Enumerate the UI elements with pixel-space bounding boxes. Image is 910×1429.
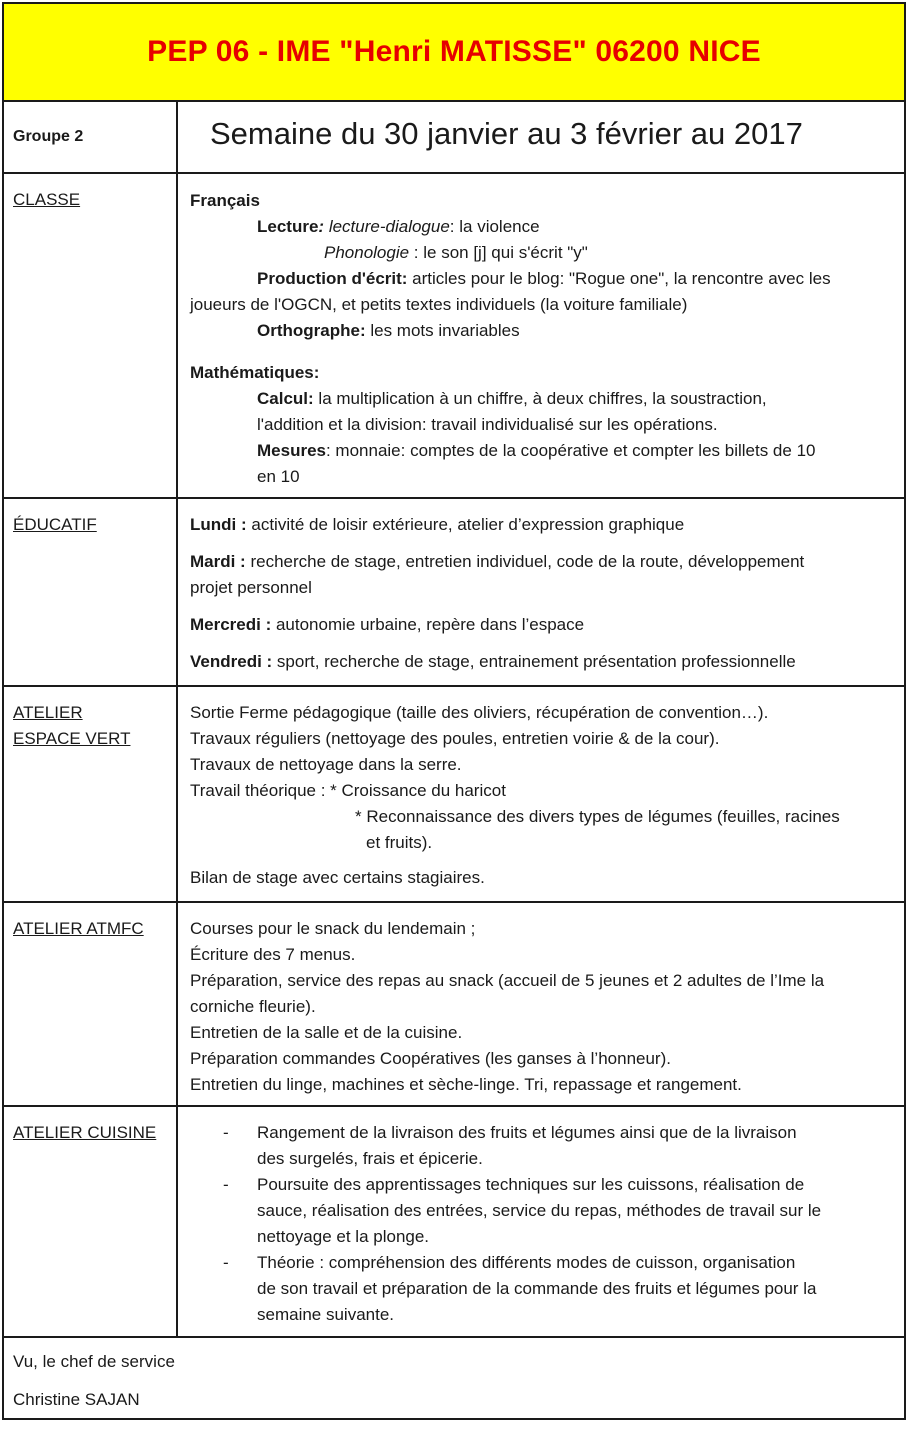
orthographe-line: Orthographe: les mots invariables	[257, 321, 520, 340]
mesures-line-2: en 10	[257, 467, 300, 486]
cuisine-line: des surgelés, frais et épicerie.	[257, 1149, 483, 1168]
vendredi-line: Vendredi : sport, recherche de stage, entrainement présentation professionnelle	[190, 652, 796, 671]
cuisine-line: semaine suivante.	[257, 1305, 395, 1324]
cuisine-line: Poursuite des apprentissages techniques sur les cuissons, réalisation de	[257, 1175, 805, 1194]
espace-vert-line: et fruits).	[366, 833, 433, 852]
espace-vert-line: Bilan de stage avec certains stagiaires.	[190, 868, 485, 887]
cuisine-line: nettoyage et la plonge.	[257, 1227, 430, 1246]
espace-vert-line: Sortie Ferme pédagogique (taille des oliviers, récupération de convention…).	[190, 703, 769, 722]
educatif-label: ÉDUCATIF	[13, 515, 97, 534]
document-title: PEP 06 - IME "Henri MATISSE" 06200 NICE	[147, 35, 761, 68]
signature-block	[4, 1338, 904, 1418]
cuisine-label: ATELIER CUISINE	[13, 1123, 157, 1142]
espace-vert-line: Travaux réguliers (nettoyage des poules, entretien voirie & de la cour).	[190, 729, 720, 748]
cuisine-content	[178, 1107, 904, 1336]
vu-chef-de-service: Vu, le chef de service	[13, 1352, 175, 1371]
classe-row	[4, 174, 904, 499]
bullet-dash: -	[223, 1123, 229, 1142]
cuisine-row	[4, 1107, 904, 1338]
phonologie-line: Phonologie : le son [j] qui s'écrit "y"	[324, 243, 588, 262]
cuisine-line: sauce, réalisation des entrées, service du repas, méthodes de travail sur le	[257, 1201, 822, 1220]
group-label: Groupe 2	[13, 128, 84, 145]
lundi-line: Lundi : activité de loisir extérieure, atelier d’expression graphique	[190, 515, 685, 534]
week-row	[4, 102, 904, 174]
lecture-line: Lecture: lecture-dialogue: la violence	[257, 217, 540, 236]
atmfc-line: Entretien du linge, machines et sèche-linge. Tri, repassage et rangement.	[190, 1075, 742, 1094]
educatif-row	[4, 499, 904, 687]
cuisine-line: Théorie : compréhension des différents modes de cuisson, organisation	[257, 1253, 796, 1272]
week-title: Semaine du 30 janvier au 3 février au 2017	[210, 116, 803, 151]
educatif-label-cell	[4, 499, 178, 685]
espace-vert-label-cell	[4, 687, 178, 901]
cuisine-line: Rangement de la livraison des fruits et légumes ainsi que de la livraison	[257, 1123, 797, 1142]
espace-vert-line: * Reconnaissance des divers types de légumes (feuilles, racines	[355, 807, 840, 826]
title-banner	[4, 4, 904, 102]
classe-label: CLASSE	[13, 190, 81, 209]
espace-vert-row	[4, 687, 904, 903]
classe-label-cell	[4, 174, 178, 497]
group-cell	[4, 102, 178, 172]
bullet-dash: -	[223, 1175, 229, 1194]
week-cell	[178, 102, 904, 172]
cuisine-line: de son travail et préparation de la commande des fruits et légumes pour la	[257, 1279, 817, 1298]
espace-vert-line: Travail théorique : * Croissance du haricot	[190, 781, 506, 800]
mercredi-line: Mercredi : autonomie urbaine, repère dans l’espace	[190, 615, 585, 634]
atmfc-line: Préparation commandes Coopératives (les ganses à l’honneur).	[190, 1049, 671, 1068]
calcul-line: Calcul: la multiplication à un chiffre, à deux chiffres, la soustraction,	[257, 389, 767, 408]
cuisine-label-cell	[4, 1107, 178, 1336]
document-sheet	[2, 2, 906, 1420]
atmfc-line: Courses pour le snack du lendemain ;	[190, 919, 476, 938]
educatif-content	[178, 499, 904, 685]
atmfc-line: Préparation, service des repas au snack (accueil de 5 jeunes et 2 adultes de l’Ime la	[190, 971, 825, 990]
maths-heading: Mathématiques:	[190, 363, 320, 382]
espace-vert-line: Travaux de nettoyage dans la serre.	[190, 755, 462, 774]
atmfc-line: Écriture des 7 menus.	[190, 945, 356, 964]
mesures-line: Mesures: monnaie: comptes de la coopérative et compter les billets de 10	[257, 441, 816, 460]
espace-vert-label-2: ESPACE VERT	[13, 729, 131, 748]
atmfc-line: corniche fleurie).	[190, 997, 316, 1016]
atmfc-label: ATELIER ATMFC	[13, 919, 144, 938]
mardi-line: Mardi : recherche de stage, entretien individuel, code de la route, développement	[190, 552, 805, 571]
classe-content	[178, 174, 904, 497]
atmfc-row	[4, 903, 904, 1107]
bullet-dash: -	[223, 1253, 229, 1272]
calcul-line-2: l'addition et la division: travail individualisé sur les opérations.	[257, 415, 718, 434]
signatory-name: Christine SAJAN	[13, 1390, 140, 1409]
atmfc-line: Entretien de la salle et de la cuisine.	[190, 1023, 463, 1042]
mardi-line-2: projet personnel	[190, 578, 312, 597]
espace-vert-content	[178, 687, 904, 901]
espace-vert-label-1: ATELIER	[13, 703, 83, 722]
atmfc-label-cell	[4, 903, 178, 1105]
atmfc-content	[178, 903, 904, 1105]
francais-heading: Français	[190, 191, 260, 210]
production-line: Production d'écrit: articles pour le blog: "Rogue one", la rencontre avec les	[257, 269, 831, 288]
production-line-2: joueurs de l'OGCN, et petits textes individuels (la voiture familiale)	[190, 295, 688, 314]
